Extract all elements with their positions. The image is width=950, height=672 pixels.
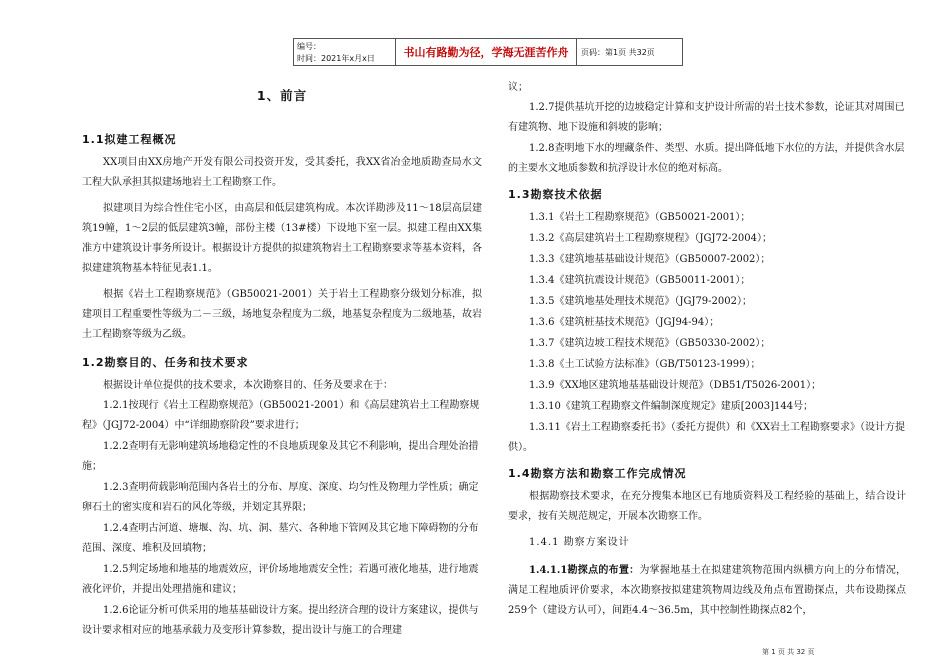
list-item: 1.3.7《建筑边坡工程技术规范》（GB50330-2002）； <box>529 338 771 349</box>
right-column <box>508 78 906 627</box>
time-text: 时间：2021年x月x日 <box>297 54 375 63</box>
document-title: 1、前言 <box>256 88 308 103</box>
list-item: 1.3.6《建筑桩基技术规范》（JGJ94-94）； <box>529 317 720 328</box>
list-item: 1.3.9《XX地区建筑地基基础设计规范》（DB51/T5026-2001）； <box>529 380 822 391</box>
subsection-text: 为掌握地基土在拟建建筑物范围内纵横方向上的分布情况，满足工程地质评价要求，本次勘察按拟建建筑物周边线及角点布置勘探点，共布设勘探点259个（建设方认可），间距4.4～36.5m，其中控制性勘探点82个， <box>508 565 906 616</box>
page-header <box>293 38 683 66</box>
list-item: 1.3.1《岩土工程勘察规范》（GB50021-2001）； <box>529 212 751 223</box>
paragraph <box>508 561 906 621</box>
continued-text: 议； <box>508 82 528 93</box>
list-item: 1.3.2《高层建筑岩土工程勘察规程》（JGJ72-2004）； <box>529 233 773 244</box>
header-meta <box>293 38 396 66</box>
list-item: 1.3.11《岩土工程勘察委托书》（委托方提供）和《XX岩土工程勘察要求》（设计方提供）。 <box>508 422 906 453</box>
paragraph: 根据勘察技术要求，在充分搜集本地区已有地质资料及工程经验的基础上，结合设计要求，按有关规范规定，开展本次勘察工作。 <box>508 491 906 522</box>
list-item: 1.3.4《建筑抗震设计规范》（GB50011-2001）； <box>529 275 751 286</box>
list-item: 1.3.10《建筑工程勘察文件编制深度规定》建质[2003]144号； <box>529 401 814 412</box>
subsection-lead: 1.4.1.1勘探点的布置： <box>529 565 640 576</box>
paragraph: 拟建项目为综合性住宅小区，由高层和低层建筑构成。本次详勘涉及11～18层高层建筑19幢，1～2层的低层建筑3幢，部份主楼（13#楼）下设地下室一层。拟建工程由XX集准方中建筑设计事务所设计。根据设计方提供的拟建筑物岩土工程勘察要求等基本资料，各拟建建筑物基本特征见表1.1。 <box>82 203 482 274</box>
header-page-info: 页码：第1页 共32页 <box>576 38 683 66</box>
list-item: 1.2.3查明荷载影响范围内各岩土的分布、厚度、深度、均匀性及物理力学性质；确定卵石土的密实度和岩石的风化等级，并划定其界限； <box>82 482 479 513</box>
paragraph: 根据《岩土工程勘察规范》（GB50021-2001）关于岩土工程勘察分级划分标准，拟建项目工程重要性等级为二－三级，场地复杂程度为二级，地基复杂程度为二级地基，故岩土工程勘察等级为乙级。 <box>82 289 482 340</box>
list-item: 1.2.2查明有无影响建筑场地稳定性的不良地质现象及其它不利影响，提出合理处治措施； <box>82 441 479 472</box>
section-1-1-heading: 1.1拟建工程概况 <box>82 133 177 146</box>
list-item: 1.3.3《建筑地基基础设计规范》（GB50007-2002）； <box>529 254 771 265</box>
serial-label: 编号： <box>297 42 321 51</box>
list-item: 1.2.1按现行《岩土工程勘察规范》（GB50021-2001）和《高层建筑岩土工程勘察规程》（JGJ72-2004）中“详细勘察阶段”要求进行； <box>82 400 480 431</box>
left-column <box>82 76 482 642</box>
paragraph: 根据设计单位提供的技术要求，本次勘察目的、任务及要求在于： <box>103 380 393 391</box>
list-item: 1.3.5《建筑地基处理技术规范》（JGJ79-2002）； <box>529 296 753 307</box>
list-item: 1.2.7提供基坑开挖的边坡稳定计算和支护设计所需的岩土技术参数，论证其对周围已有建筑物、地下设施和斜坡的影响； <box>508 102 905 133</box>
header-motto: 书山有路勤为径，学海无涯苦作舟 <box>396 38 576 66</box>
section-1-4-heading: 1.4勘察方法和勘察工作完成情况 <box>508 467 687 480</box>
list-item: 1.2.5判定场地和地基的地震效应，评价场地地震安全性；若遇可液化地基，进行地震液化评价，并提出处理措施和建议； <box>82 564 479 595</box>
list-item: 1.2.6论证分析可供采用的地基基础设计方案。提出经济合理的设计方案建议，提供与设计要求相对应的地基承载力及变形计算参数，提出设计与施工的合理建 <box>82 605 479 636</box>
section-1-4-1-heading: 1.4.1 勘察方案设计 <box>529 537 630 548</box>
footer-page-number: 第 1 页 共 32 页 <box>762 648 815 656</box>
paragraph: XX项目由XX房地产开发有限公司投资开发，受其委托，我XX省冶金地质勘查局水文工程大队承担其拟建场地岩土工程勘察工作。 <box>82 157 482 188</box>
section-1-2-heading: 1.2勘察目的、任务和技术要求 <box>82 356 249 369</box>
list-item: 1.2.8查明地下水的埋藏条件、类型、水质。提出降低地下水位的方法，并提供含水层的主要水文地质参数和抗浮设计水位的绝对标高。 <box>508 143 905 174</box>
list-item: 1.3.8《土工试验方法标准》（GB/T50123-1999）； <box>529 359 761 370</box>
list-item: 1.2.4查明古河道、塘堰、沟、坑、洞、墓穴、各种地下管网及其它地下障碍物的分布范围、深度、堆积及回填物； <box>82 523 479 554</box>
section-1-3-heading: 1.3勘察技术依据 <box>508 188 603 201</box>
